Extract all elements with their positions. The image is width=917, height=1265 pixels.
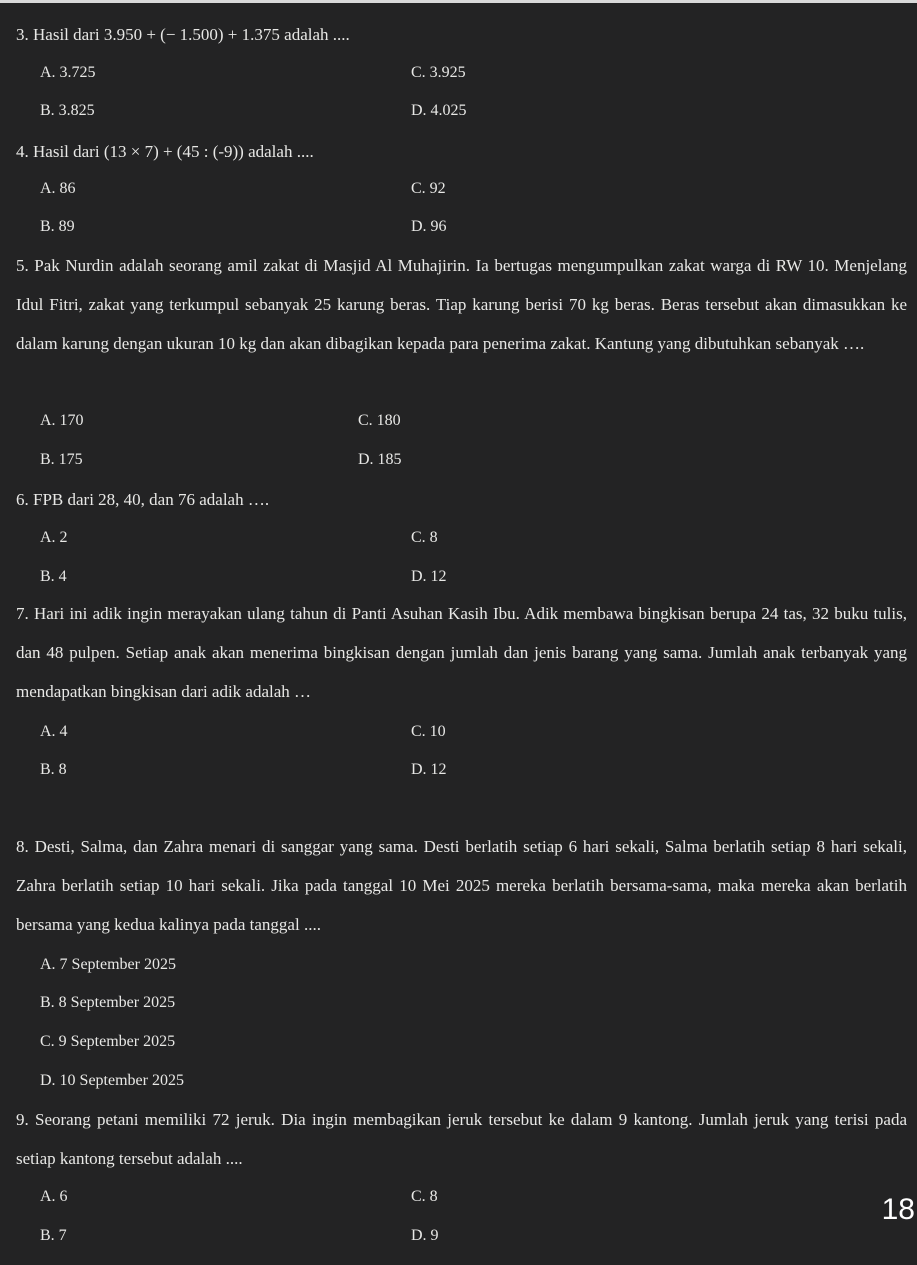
question-9-option-b[interactable]: B. 7 (40, 1227, 67, 1244)
question-9-option-c[interactable]: C. 8 (411, 1188, 438, 1205)
question-5-option-c[interactable]: C. 180 (358, 412, 401, 429)
question-7-option-a[interactable]: A. 4 (40, 723, 68, 740)
question-7-option-c[interactable]: C. 10 (411, 723, 446, 740)
question-9-text: 9. Seorang petani memiliki 72 jeruk. Dia ingin membagikan jeruk tersebut ke dalam 9 kantong. Jumlah jeruk yang terisi pada setiap kantong tersebut adalah .... (16, 1110, 907, 1168)
question-7-option-d[interactable]: D. 12 (411, 761, 447, 778)
question-6-option-c[interactable]: C. 8 (411, 529, 438, 546)
question-6-option-a[interactable]: A. 2 (40, 529, 68, 546)
question-4-text: 4. Hasil dari (13 × 7) + (45 : (-9)) adalah .... (16, 142, 314, 161)
question-3-option-c[interactable]: C. 3.925 (411, 64, 466, 81)
top-edge-bar (0, 0, 917, 3)
question-4-option-c[interactable]: C. 92 (411, 180, 446, 197)
question-6-option-d[interactable]: D. 12 (411, 568, 447, 585)
question-3-option-b[interactable]: B. 3.825 (40, 102, 95, 119)
question-8-option-b[interactable]: B. 8 September 2025 (40, 994, 176, 1011)
question-8-option-c[interactable]: C. 9 September 2025 (40, 1033, 176, 1050)
question-3-option-d[interactable]: D. 4.025 (411, 102, 467, 119)
question-6-option-b[interactable]: B. 4 (40, 568, 67, 585)
question-6-text: 6. FPB dari 28, 40, dan 76 adalah …. (16, 490, 270, 509)
question-9-option-a[interactable]: A. 6 (40, 1188, 68, 1205)
question-8-option-d[interactable]: D. 10 September 2025 (40, 1072, 184, 1089)
question-4-option-d[interactable]: D. 96 (411, 218, 447, 235)
question-4-option-b[interactable]: B. 89 (40, 218, 75, 235)
question-4-option-a[interactable]: A. 86 (40, 180, 76, 197)
question-5-option-b[interactable]: B. 175 (40, 451, 83, 468)
question-9-option-d[interactable]: D. 9 (411, 1227, 439, 1244)
question-5-text: 5. Pak Nurdin adalah seorang amil zakat di Masjid Al Muhajirin. Ia bertugas mengumpulkan zakat warga di RW 10. Menjelang Idul Fitri, zakat yang terkumpul sebanyak 25 karung beras. Tiap karung berisi 70 kg beras. Beras tersebut akan dimasukkan ke dalam karung dengan ukuran 10 kg dan akan dibagikan kepada para penerima zakat. Kantung yang dibutuhkan sebanyak …. (16, 256, 907, 353)
page-number: 18 (881, 1193, 915, 1226)
question-7-option-b[interactable]: B. 8 (40, 761, 67, 778)
question-3-text: 3. Hasil dari 3.950 + (− 1.500) + 1.375 adalah .... (16, 25, 350, 44)
question-8-text: 8. Desti, Salma, dan Zahra menari di sanggar yang sama. Desti berlatih setiap 6 hari sekali, Salma berlatih setiap 8 hari sekali, Zahra berlatih setiap 10 hari sekali. Jika pada tanggal 10 Mei 2025 mereka berlatih bersama-sama, maka mereka akan berlatih bersama yang kedua kalinya pada tanggal .... (16, 837, 907, 934)
question-8-option-a[interactable]: A. 7 September 2025 (40, 956, 176, 973)
question-3-option-a[interactable]: A. 3.725 (40, 64, 96, 81)
question-5-option-d[interactable]: D. 185 (358, 451, 402, 468)
question-5-option-a[interactable]: A. 170 (40, 412, 84, 429)
question-7-text: 7. Hari ini adik ingin merayakan ulang tahun di Panti Asuhan Kasih Ibu. Adik membawa bingkisan berupa 24 tas, 32 buku tulis, dan 48 pulpen. Setiap anak akan menerima bingkisan dengan jumlah dan jenis barang yang sama. Jumlah anak terbanyak yang mendapatkan bingkisan dari adik adalah … (16, 604, 907, 701)
